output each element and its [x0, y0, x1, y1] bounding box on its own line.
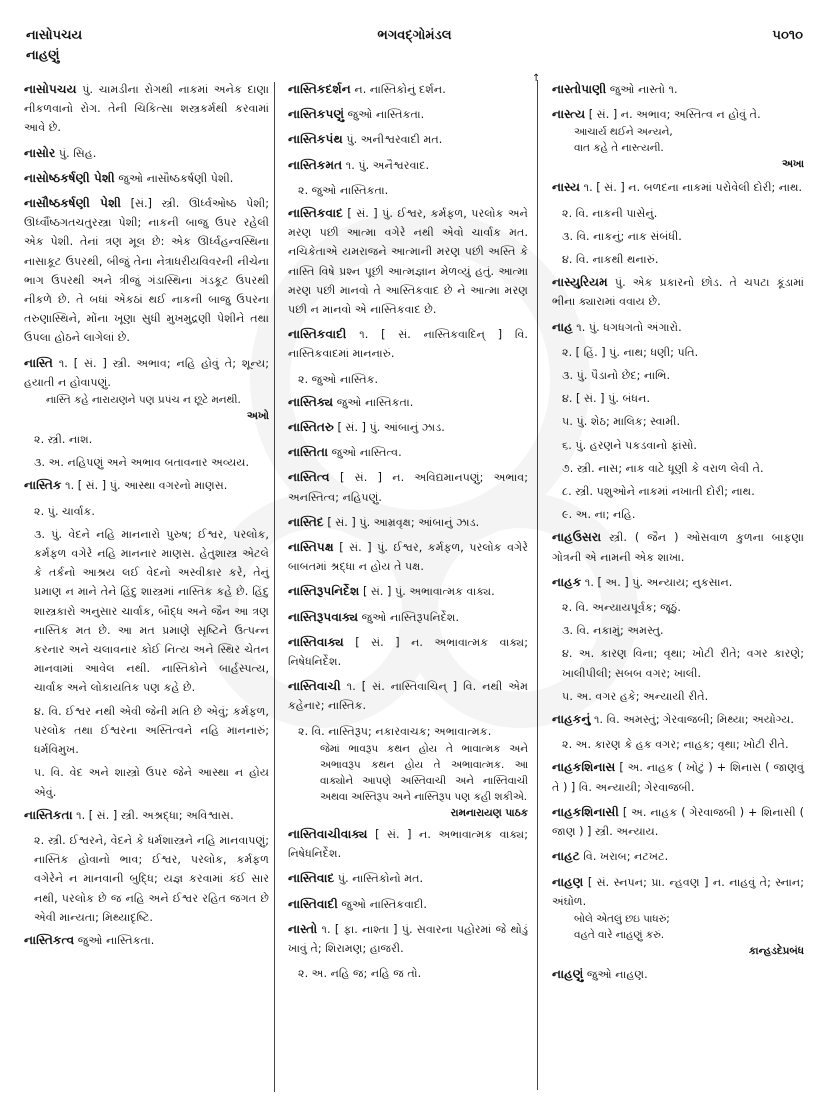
dictionary-entry	[288, 130, 528, 149]
dictionary-entry	[288, 105, 528, 124]
sub-sense	[24, 502, 269, 521]
definition: પું. ચામડીના રોગથી નાકમાં અનેક દાણા નીકળવાનો રોગ. તેની ચિકિત્સા શસ્ત્રકર્મથી કરવામાં આવે છે.	[24, 83, 270, 135]
definition: સ્ત્રી. ( જૈન ) ઓસવાળ કુળના બાફણા ગોત્રની એ નામની એક શાખા.	[552, 531, 804, 564]
definition: જુઓ નાસ્તિત્વ.	[331, 446, 402, 460]
sense-text: ૨. વિ. નાકની પાસેનું.	[562, 206, 658, 220]
dictionary-entry	[288, 80, 528, 99]
sense-text: ૩. વિ. નકામું; અમસ્તુ.	[562, 624, 664, 638]
dictionary-entry	[288, 825, 528, 863]
headword: નાહકશિનાસી	[552, 804, 619, 819]
sub-sense	[552, 227, 804, 246]
quote-line: વાત કહે તે નાસ્ત્યની.	[574, 142, 664, 155]
definition: [ સં. ] પું. આંબાનું ઝાડ.	[337, 421, 445, 435]
dictionary-entry	[552, 528, 804, 566]
definition: જુઓ નાસ્તિકતા.	[336, 395, 414, 409]
dictionary-entry	[288, 325, 528, 363]
headword: નાસ્તિકપણું	[288, 107, 345, 122]
dictionary-entry	[288, 418, 528, 437]
sense-text: ૨. જુઓ નાસ્તિક.	[298, 372, 379, 386]
headword: નાસ્ત્ય	[552, 107, 586, 122]
column-divider	[537, 80, 538, 1090]
definition: [ સં. ] ન. અવિદ્યમાનપણું; અભાવ; અનસ્તિત્વ; નહિપણું.	[288, 471, 529, 504]
sub-sense	[552, 687, 804, 706]
definition: [સં.] સ્ત્રી. ઊર્ધ્વઓષ્ઠ પેશી; ઊર્ધ્વૌષ્ઠગતચતુરસ્ત્રા પેશી; નાકની બાજુ ઉપર રહેલી એક પેશી. તેનાં ત્રણ મૂલ છે: એક ઊર્ધ્વહન્વસ્થિના નાસાકૂટ ઉપરથી, બીજું તેના નેત્રાધરીયવિવરની નીચેના ભાગ ઉપરથી અને ત્રીજું ગંડાસ્થિના ગંડકૂટ ઉપરથી નીકળે છે. તે બધાં એકઠાં થઈ નાકની બાજુ ઉપરના તરુણાસ્થિને, મોંના ખૂણા સુધી મુખમુદ્રણી પેશીને તથા ઉપલા હોઠને લાગેલાં છે.	[24, 197, 269, 345]
dictionary-entry	[24, 931, 269, 950]
arrow-up-icon: ↑	[532, 73, 541, 84]
sub-sense	[552, 598, 804, 617]
sub-sense	[288, 370, 528, 389]
definition: ૧. [ સં. નાસ્તિકવાદિન્ ] વિ. નાસ્તિકવાદમાં માનનારું.	[288, 328, 528, 361]
dictionary-entry	[552, 105, 804, 172]
definition: વિ. ખરાબ; નટખટ.	[583, 850, 669, 864]
quote-line: જેમાં ભાવરૂપ કથન હોય તે ભાવાત્મક અને અભાવરૂપ કથન હોય તે અભાવાત્મક. આ વાક્યોને આપણે અસ્તિવાચી અને નાસ્તિવાચી અથવા અસ્તિરૂપ અને નાસ્તિરૂપ પણ કહી શકીએ.	[320, 742, 528, 803]
headword: નાસોપચય	[24, 82, 77, 96]
sense-text: ૨. સ્ત્રી. નાશ.	[34, 433, 93, 447]
citation-quote	[552, 124, 804, 172]
definition: ૧. [ સં. નાસ્તિવાચિન્ ] વિ. નથી એમ કહેનાર; નાસ્તિક.	[288, 680, 529, 713]
sense-text: ૨. અ. કારણ કે હક વગર; નાહક; વૃથા; ખોટી રીતે.	[562, 738, 789, 752]
headword: નાસ્તિપક્ષ	[288, 540, 334, 555]
definition: [ અ. નાહક ( ગેરવાજબી ) + શિનાસી ( જાણ ) ] સ્ત્રી. અન્યાય.	[552, 805, 804, 839]
definition: ૧. [ સં. ] ન. બળદના નાકમાં પરોવેલી દોરી; નાથ.	[583, 181, 803, 195]
definition: જુઓ નાહણ.	[586, 967, 648, 981]
sense-text: ૩. વિ. નાકનું; નાક સંબંધી.	[562, 229, 682, 243]
sense-text: ૨. અ. નહિ જ; નહિ જ તો.	[298, 967, 422, 981]
dictionary-entry	[552, 803, 804, 841]
sub-sense	[288, 181, 528, 200]
headword: નાસ્તિરૂપવાક્ય	[288, 609, 359, 624]
sub-sense	[24, 525, 269, 698]
dictionary-entry	[552, 178, 804, 197]
headword: નાસૌષ્ઠકર્ષણી પેશી	[24, 196, 121, 211]
sub-sense	[24, 453, 269, 472]
definition: ૧. [ સં. ] સ્ત્રી. અશ્રદ્ધા; અવિશ્વાસ.	[76, 808, 234, 822]
headword: નાસ્તિકદર્શન	[288, 82, 351, 96]
definition: ૧. પું. અનૈશ્વરવાદ.	[345, 158, 430, 172]
dictionary-entry	[288, 582, 528, 601]
definition: પું. સિહ.	[58, 146, 97, 160]
sense-text: ૩. પું. વેદને નહિ માનનારો પુરુષ; ઈશ્વર, પરલોક, કર્મફળ વગેરે નહિ માનનાર માણસ. હેતુશાસ્ત્ર એટલે કે તર્કનો આશ્રય લઈ વેદનો અસ્વીકાર કરે, તેનું પ્રમાણ ન માને તેને હિંદુ શાસ્ત્રમાં નાસ્તિક કહે છે. હિંદુ શાસ્ત્રકારો અનુસાર ચાર્વાક, બૌદ્ધ અને જૈન આ ત્રણ નાસ્તિક મત છે. આ મત પ્રમાણે સૃષ્ટિને ઉત્પન્ન કરનાર અને ચલાવનાર કોઈ નિત્ય અને સ્થિર ચેતન માનવામાં આવેલ નથી. નાસ્તિકોને બાર્હસ્પત્ય, ચાર્વાક અને લોકાયતિક પણ કહે છે.	[34, 527, 269, 695]
dictionary-entry	[552, 80, 804, 99]
sub-sense	[552, 412, 804, 431]
definition: ન. નાસ્તિકોનું દર્શન.	[354, 83, 446, 96]
sub-sense	[552, 621, 804, 640]
column-1	[24, 80, 269, 956]
column-2	[288, 80, 528, 987]
sense-text: ૩. અ. નહિપણું અને અભાવ બતાવનાર અવ્યય.	[34, 456, 250, 470]
definition: ૧. [ સં. ] સ્ત્રી. અભાવ; નહિ હોવું તે; શૂન્ય; હયાતી ન હોવાપણું.	[24, 356, 269, 389]
dictionary-entry	[552, 710, 804, 729]
dictionary-entry	[24, 354, 269, 424]
quote-line: બોલે એતલું છઇ પાધરું;	[574, 912, 670, 925]
dictionary-entry	[288, 513, 528, 532]
sense-text: ૨. વિ. અન્યાયપૂર્વક; જૂઠું.	[562, 601, 681, 615]
sense-text: ૨. પું. ચાર્વાક.	[34, 504, 95, 518]
sense-text: ૨. [ હિં. ] પું. નાથ; ધણી; પતિ.	[562, 345, 699, 359]
headword: નાસ્તિતા	[288, 445, 328, 460]
headword: નાહટ	[552, 849, 580, 864]
quote-author: અખા	[781, 158, 804, 171]
sub-sense	[552, 250, 804, 269]
dictionary-entry	[552, 758, 804, 796]
sub-sense	[552, 644, 804, 682]
sub-sense	[24, 763, 269, 801]
headword: નાસોષ્ઠકર્ષણી પેશી	[24, 170, 115, 185]
headword: નાસ્તિદ	[288, 514, 324, 529]
sense-text: ૫. પું. શેઠ; માલિક; સ્વામી.	[562, 415, 681, 429]
definition: જુઓ નાસૌષ્ઠકર્ષણી પેશી.	[118, 171, 234, 185]
dictionary-entry	[552, 318, 804, 337]
headword: નાસ્ય	[552, 180, 581, 195]
dictionary-entry	[24, 169, 269, 188]
running-head-last-word: નાહણું	[26, 48, 60, 63]
page-header	[26, 28, 803, 50]
dictionary-entry	[288, 204, 528, 319]
definition: જુઓ નાસ્તો ૧.	[609, 83, 678, 96]
book-title: ભગવદ્ગોમંડલ	[377, 28, 452, 43]
column-divider	[274, 82, 275, 1092]
dictionary-entry	[24, 80, 269, 138]
sub-sense	[552, 436, 804, 455]
headword: નાહ	[552, 319, 573, 334]
definition: [ સં. ] પું. ઈશ્વર, કર્મફળ, પરલોક અને મરણ પછી આત્મા વગેરે નથી એવો ચાર્વાક મત. નચિકેતાએ યમરાજને આત્માની મરણ પછી અસ્તિ કે નાસ્તિ વિષે પ્રશ્ન પૂછી આત્મજ્ઞાન મેળવ્યું હતું. આત્મા મરણ પછી માનવો તે આસ્તિકવાદ છે ને આત્મા મરણ પછી ન માનવો એ નાસ્તિકવાદ છે.	[288, 207, 528, 317]
definition: ૧. [ ફા. નાશ્તા ] પું. સવારના પહોરમાં જે થોડું ખાવું તે; શિરામણ; હાજરી.	[288, 922, 528, 955]
sense-text: ૨. જુઓ નાસ્તિકતા.	[298, 183, 389, 197]
dictionary-entry	[288, 443, 528, 462]
dictionary-entry	[552, 273, 804, 311]
headword: નાહણું	[552, 966, 584, 981]
definition: જુઓ નાસ્તિકતા.	[77, 933, 155, 947]
sub-sense	[552, 389, 804, 408]
headword: નાસ્તિવાચીવાક્ય	[288, 826, 368, 841]
headword: નાસ્તિવાદી	[288, 896, 338, 911]
sub-sense	[288, 722, 528, 821]
headword: નાસ્તિકતા	[24, 807, 73, 822]
definition: [ અ. નાહક ( ખોટું ) + શિનાસ ( જાણવું તે ) ] વિ. અન્યાયી; ગેરવાજબી.	[552, 761, 804, 794]
sub-sense	[288, 964, 528, 983]
sense-text: ૨. સ્ત્રી. ઈશ્વરને, વેદને કે ધર્મશાસ્ત્રને નહિ માનવાપણું; નાસ્તિક હોવાનો ભાવ; ઈશ્વર, પરલોક, કર્મફળ વગેરેને ન માનવાની બુદ્ધિ; યજ્ઞ કરવામાં કંઈ સાર નથી, પરલોક છે જ નહિ અને ઈશ્વર રહિત જગત છે એવી માન્યતા; મિથ્યાદૃષ્ટિ.	[34, 833, 269, 924]
headword: નાસ્તિતરુ	[288, 420, 334, 435]
definition: પું. નાસ્તિકોનો મત.	[337, 872, 424, 886]
dictionary-entry	[288, 677, 528, 715]
definition: પું. એક પ્રકારનો છોડ. તે ચપટા કૂંડામાં ભીના ક્યારામાં વવાય છે.	[552, 276, 804, 309]
definition: ૧. વિ. અમસ્તું; ગેરવાજબી; મિથ્યા; અયોગ્ય.	[593, 713, 794, 727]
dictionary-entry	[24, 806, 269, 825]
dictionary-entry	[552, 873, 804, 959]
dictionary-entry	[552, 573, 804, 592]
headword: નાસ્તો	[288, 921, 318, 936]
dictionary-entry	[24, 144, 269, 163]
definition: [ સં. ] પું. અભાવાત્મક વાક્ય.	[362, 585, 495, 599]
definition: [ સં. ] ન. અભાવાત્મક વાક્ય; નિષેધનિર્દેશ.	[288, 635, 529, 669]
sense-text: ૪. [ સં. ] પું. બંધન.	[562, 392, 651, 406]
page-number: ૫૦૧૦	[772, 28, 803, 43]
sub-sense	[552, 366, 804, 385]
headword: નાસ્તિકવાદ	[288, 206, 343, 221]
quote-line: આચાર્ય થઈને અન્યને,	[574, 126, 673, 139]
headword: નાહક	[552, 574, 582, 589]
running-head-first-word: નાસોપચય	[26, 28, 83, 43]
headword: નાસ્તોપાણી	[552, 82, 607, 96]
headword: નાહઉસરા	[552, 530, 602, 545]
sense-text: ૨. વિ. નાસ્તિરૂપ; નકારવાચક; અભાવાત્મક.	[298, 724, 492, 738]
headword: નાસ્તિવાચી	[288, 679, 341, 694]
dictionary-entry	[288, 869, 528, 888]
definition: [ સં. ] ન. અભાવ; અસ્તિત્વ ન હોવું તે.	[588, 108, 761, 122]
definition: [ સં. ] પું. ઈશ્વર, કર્મફળ, પરલોક વગેરે બાબતમાં શ્રદ્ધા ન હોય તે પક્ષ.	[288, 541, 528, 574]
dictionary-entry	[24, 476, 269, 495]
sub-sense	[552, 459, 804, 478]
quote-line: નાસ્તિ કહે નારાયણને પણ પ્રપંચ ન છૂટે મનથી.	[46, 394, 241, 407]
quote-author: કાન્હડદેપ્રબંધ	[748, 944, 804, 957]
sub-sense	[24, 702, 269, 760]
sense-text: ૫. અ. વગર હકે; અન્યાયી રીતે.	[562, 689, 709, 703]
definition: [ સં. સ્નપન; પ્રા. ન્હવણ ] ન. નાહવું તે; સ્નાન; અંઘોળ.	[552, 875, 804, 908]
definition: ૧. પું. ધગધગતો અંગારો.	[576, 320, 682, 334]
citation-quote	[552, 911, 804, 959]
dictionary-entry	[288, 468, 528, 506]
sense-text: ૮. સ્ત્રી. પશુઓને નાકમાં નખાતી દોરી; નાથ.	[562, 485, 755, 499]
sub-sense	[552, 204, 804, 223]
dictionary-entry	[24, 194, 269, 348]
dictionary-entry	[288, 156, 528, 175]
quote-line: વહતે વારે નાહણું કરું.	[574, 928, 665, 941]
sub-sense	[24, 430, 269, 449]
quote-author: અખો	[246, 410, 269, 423]
headword: નાસ્તિવાદ	[288, 871, 335, 886]
headword: નાસોર	[24, 145, 56, 160]
sense-text: ૪. અ. કારણ વિના; વૃથા; ખોટી રીતે; વગર કારણે; ખાલીપીલી; સબબ વગર; ખાલી.	[562, 647, 804, 680]
definition: [ સં. ] પું. આમ્રવૃક્ષ; આંબાનું ઝાડ.	[327, 515, 480, 529]
sense-text: ૪. વિ. ઈશ્વર નથી એવી જેની મતિ છે એવું; કર્મફળ, પરલોક તથા ઈશ્વરના અસ્તિત્વને નહિ માનનારું; ધર્મવિમુખ.	[34, 704, 269, 757]
definition: જુઓ નાસ્તિકતા.	[347, 108, 425, 122]
dictionary-entry	[552, 965, 804, 984]
definition: ૧. [ સં. ] પું. આસ્થા વગરનો માણસ.	[65, 479, 228, 493]
dictionary-entry	[288, 920, 528, 958]
definition: ૧. [ અ. ] પું. અન્યાય; નુકસાન.	[584, 575, 733, 589]
dictionary-entry	[288, 895, 528, 914]
definition: પું. અનીશ્વરવાદી મત.	[346, 133, 443, 147]
sub-sense	[552, 482, 804, 501]
headword: નાસ્તિકવાદી	[288, 327, 347, 342]
headword: નાસ્તિત્વ	[288, 470, 330, 485]
dictionary-entry	[552, 847, 804, 866]
definition: [ સં. ] ન. અભાવાત્મક વાક્ય; નિષેધનિર્દેશ.	[288, 827, 529, 861]
headword: નાસ્તિ	[24, 355, 53, 370]
headword: નાસ્તિકત્વ	[24, 932, 75, 947]
dictionary-entry	[288, 538, 528, 576]
sense-text: ૫. વિ. વેદ અને શાસ્ત્રો ઉપર જેને આસ્થા ન હોય એવું.	[34, 766, 269, 799]
headword: નાહકનું	[552, 712, 591, 727]
headword: નાસ્તિવાક્ય	[288, 634, 344, 649]
sense-text: ૯. અ. ના; નહિ.	[562, 508, 636, 522]
quote-author: રામનારાયણ પાઠક	[450, 806, 528, 819]
sub-sense	[552, 735, 804, 754]
headword: નાસ્તિક	[24, 478, 62, 493]
sense-text: ૬. પું. હરણને પકડવાનો ફાંસો.	[562, 438, 697, 452]
sub-sense	[24, 831, 269, 927]
definition: જુઓ નાસ્તિરૂપનિર્દેશ.	[361, 610, 460, 624]
sense-text: ૭. સ્ત્રી. નાસ; નાક વાટે ધૂણી કે વરાળ લેવી તે.	[562, 461, 764, 475]
sub-sense	[552, 505, 804, 524]
column-3	[552, 80, 804, 990]
sense-text: ૪. વિ. નાકથી થનારું.	[562, 253, 659, 267]
headword: નાસ્યુરિયમ	[552, 275, 608, 290]
headword: નાસ્તિકમત	[288, 157, 343, 172]
citation-quote	[298, 741, 528, 821]
dictionary-entry	[288, 608, 528, 627]
headword: નાહકશિનાસ	[552, 760, 616, 775]
sub-sense	[552, 343, 804, 362]
headword: નાહણ	[552, 874, 584, 889]
definition: જુઓ નાસ્તિકવાદી.	[341, 897, 427, 911]
headword: નાસ્તિકપંથ	[288, 132, 343, 147]
citation-quote	[24, 392, 269, 424]
sense-text: ૩. પું. પૈડાનો છેદ; નાભિ.	[562, 369, 671, 383]
headword: નાસ્તિરૂપનિર્દેશ	[288, 584, 360, 599]
dictionary-entry	[288, 393, 528, 412]
dictionary-entry	[288, 633, 528, 671]
headword: નાસ્તિક્ય	[288, 394, 334, 409]
